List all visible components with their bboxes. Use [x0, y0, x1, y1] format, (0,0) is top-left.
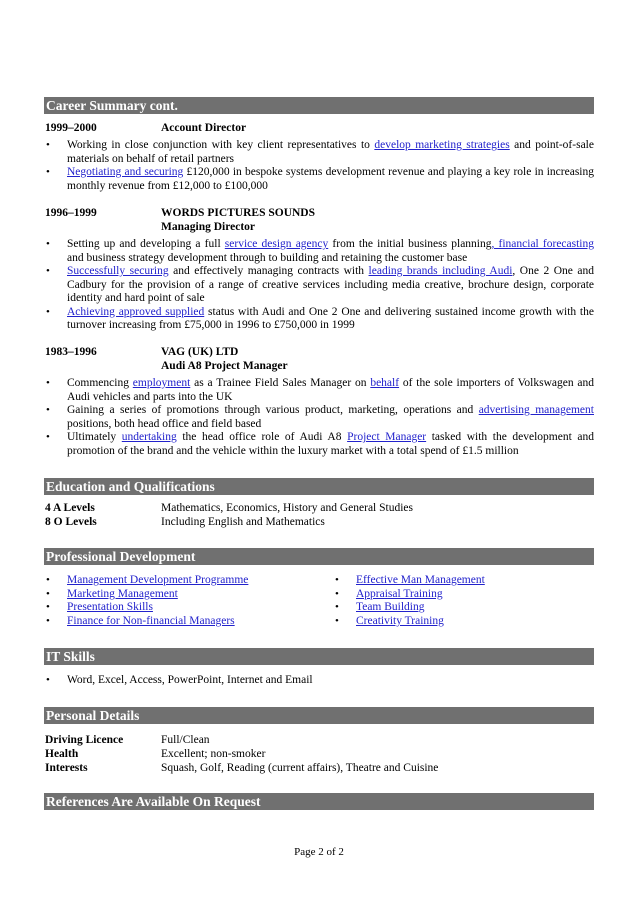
bullet-text: and effectively managing contracts with	[168, 265, 369, 277]
professional-item	[45, 601, 248, 615]
job-header-1	[45, 121, 594, 135]
job-title: VAG (UK) LTD	[161, 346, 239, 358]
bullet-text: status with Audi and One 2 One and delivering sustained income growth with the turnover increasing from £75,000 in 1996 to £750,000 in 1999	[67, 305, 594, 331]
job-bullet	[45, 431, 594, 458]
professional-item	[334, 601, 485, 615]
job-subtitle-row-3	[45, 359, 594, 373]
professional-link[interactable]: Presentation Skills	[67, 601, 153, 614]
bullet-text: Setting up and developing a full	[67, 238, 225, 250]
education-value: Mathematics, Economics, History and General Studies	[161, 502, 413, 514]
job-bullets-1	[45, 139, 594, 193]
bullet-text: tasked with the development and promotion of the brand and the vehicle within the luxury market with a total spend of £1.5 million	[67, 431, 594, 457]
job-title: Account Director	[161, 122, 247, 134]
bullet-text: from the initial business planning	[328, 238, 492, 250]
job-subtitle: Managing Director	[161, 221, 256, 233]
inline-link[interactable]: behalf	[370, 377, 400, 389]
bullet-text: and point-of-sale materials on behalf of retail partners	[67, 139, 594, 165]
bullet-text: Gaining a series of promotions through various product, marketing, operations and	[67, 404, 479, 416]
personal-key: Interests	[45, 762, 88, 774]
it-skill-item: • Word, Excel, Access, PowerPoint, Internet and Email	[45, 674, 594, 688]
education-value: Including English and Mathematics	[161, 516, 325, 528]
professional-link[interactable]: Appraisal Training	[356, 587, 443, 600]
professional-item	[334, 615, 485, 629]
personal-value: Full/Clean	[161, 734, 210, 746]
education-key: 8 O Levels	[45, 516, 97, 528]
professional-link[interactable]: Team Building	[356, 601, 425, 614]
personal-value: Excellent; non-smoker	[161, 748, 266, 760]
professional-link[interactable]: Marketing Management	[67, 587, 178, 600]
job-header-2	[45, 206, 594, 220]
professional-item	[334, 588, 485, 602]
inline-link[interactable]: leading brands including Audi	[368, 265, 513, 277]
job-title: WORDS PICTURES SOUNDS	[161, 207, 316, 219]
inline-link[interactable]: Project Manager	[347, 431, 427, 443]
job-subtitle-row-2	[45, 220, 594, 234]
job-bullets-3	[45, 377, 594, 458]
bullet-text: Commencing	[67, 377, 133, 389]
job-bullet	[45, 306, 594, 333]
inline-link[interactable]: Achieving approved supplied	[67, 305, 205, 318]
it-skills-list	[45, 674, 594, 688]
job-years: 1999–2000	[45, 122, 97, 134]
inline-link[interactable]: Negotiating and securing	[67, 166, 184, 178]
job-header-3	[45, 345, 594, 359]
section-heading-career: Career Summary cont.	[44, 97, 594, 114]
bullet-text: of the sole importers of Volkswagen and Audi vehicles and parts into the UK	[67, 377, 595, 403]
page-number: Page 2 of 2	[294, 846, 344, 858]
bullet-text: as a Trainee Field Sales Manager on	[190, 377, 371, 389]
section-heading-personal: Personal Details	[44, 707, 594, 724]
job-bullet	[45, 166, 594, 193]
job-bullet	[45, 265, 594, 306]
job-bullet	[45, 238, 594, 265]
professional-link[interactable]: Finance for Non-financial Managers	[67, 615, 235, 628]
bullet-text: £120,000 in bespoke systems development revenue and playing a key role in increasing monthly revenue from £12,000 to £100,000	[67, 166, 594, 192]
bullet-text: the head office role of Audi A8	[176, 431, 348, 443]
education-key: 4 A Levels	[45, 502, 95, 514]
professional-item	[334, 574, 485, 588]
professional-item	[45, 574, 248, 588]
bullet-text: , One 2 One and Cadbury for the provision of a range of creative services including media creative, brochure design, corporate identity and hard point of sale	[67, 265, 594, 304]
job-bullet	[45, 404, 594, 431]
job-bullet	[45, 377, 594, 404]
section-heading-references: References Are Available On Request	[44, 793, 594, 810]
professional-item	[45, 615, 248, 629]
professional-link[interactable]: Effective Man Management	[356, 574, 485, 586]
professional-left-column	[45, 574, 248, 629]
inline-link[interactable]: employment	[132, 377, 191, 389]
section-heading-it: IT Skills	[44, 648, 594, 665]
bullet-text: and business strategy development through to building and retaining the customer base	[67, 251, 468, 264]
education-row	[45, 501, 594, 515]
inline-link[interactable]: Successfully securing	[67, 265, 169, 277]
inline-link[interactable]: undertaking	[121, 431, 177, 443]
job-bullet	[45, 139, 594, 166]
bullet-text: Ultimately	[67, 431, 122, 443]
job-subtitle: Audi A8 Project Manager	[161, 360, 288, 372]
inline-link[interactable]: advertising management	[478, 404, 594, 416]
section-heading-education: Education and Qualifications	[44, 478, 594, 495]
personal-key: Health	[45, 748, 79, 760]
inline-link[interactable]: , financial forecasting	[491, 238, 594, 250]
job-bullets-2	[45, 238, 594, 333]
education-row	[45, 515, 594, 529]
professional-link[interactable]: Management Development Programme	[67, 574, 249, 586]
section-heading-professional: Professional Development	[44, 548, 594, 565]
professional-link[interactable]: Creativity Training	[356, 615, 444, 628]
personal-row	[45, 733, 594, 747]
bullet-text: positions, both head office and field based	[67, 417, 262, 430]
job-years: 1983–1996	[45, 346, 97, 358]
personal-row	[45, 747, 594, 761]
job-years: 1996–1999	[45, 207, 97, 219]
personal-row	[45, 761, 594, 775]
inline-link[interactable]: service design agency	[224, 238, 329, 250]
personal-key: Driving Licence	[45, 734, 124, 746]
inline-link[interactable]: develop marketing strategies	[374, 139, 510, 151]
professional-right-column	[334, 574, 485, 629]
personal-value: Squash, Golf, Reading (current affairs), Theatre and Cuisine	[161, 762, 439, 774]
bullet-text: Working in close conjunction with key client representatives to	[67, 139, 375, 151]
professional-item	[45, 588, 248, 602]
